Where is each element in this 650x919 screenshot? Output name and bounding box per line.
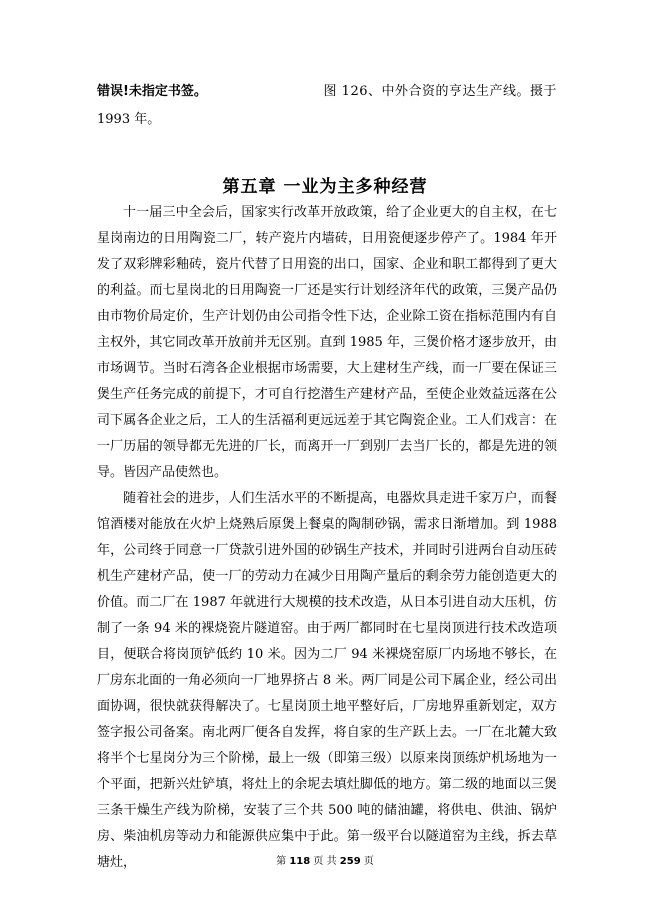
paragraph: 随着社会的进步，人们生活水平的不断提高，电器炊具走进千家万户，而餐馆酒楼对能放在火炉上烧熟后原煲上餐桌的陶制砂锅，需求日渐增加。到 1988 年，公司终于同意一厂贷款引进外国的砂锅生产技术，并同时引进两台自动压砖机生产建材产品，使一厂的劳动力在减少日用陶产量后的剩余劳力能创造更大的价值。而二厂在 1987 年就进行大规模的技术改造，从日本引进自动大压机，仿制了一条 94 米的裸烧瓷片隧道窑。由于两厂都同时在七星岗顶进行技术改造项目，便联合将岗顶铲低约 10 米。因为二厂 94 米裸烧窑原厂内场地不够长，在厂房东北面的一角必须向一厂地界挤占 8 米。两厂同是公司下属企业，经公司出面协调，很快就获得解决了。七星岗顶土地平整好后，厂房地界重新划定，双方签字报公司备案。南北两厂便各自发挥，将自家的生产跃上去。一厂在北麓大致将半个七星岗分为三个阶梯，最上一级（即第三级）以原来岗顶练炉机场地为一个平面，把新兴灶铲填，将灶上的余坭去填灶脚低的地方。第二级的地面以三煲三条干燥生产线为阶梯，安装了三个共 500 吨的储油罐，将供电、供油、锅炉房、柴油机房等动力和能源供应集中于此。第一级平台以隧道窑为主线，拆去草塘灶， [97, 491, 557, 870]
paragraph: 十一届三中全会后，国家实行改革开放政策，给了企业更大的自主权，在七星岗南边的日用陶瓷二厂，转产瓷片内墙砖，日用瓷便逐步停产了。1984 年开发了双彩牌彩釉砖，瓷片代替了日用瓷的出口，国家、企业和职工都得到了更大的利益。而七星岗北的日用陶瓷一厂还是实行计划经济年代的政策，三煲产品仍由市物价局定价，生产计划仍由公司指令性下达，企业除工资在指标范围内有自主权外，其它同改革开放前并无区别。直到 1985 年，三煲价格才逐步放开，由市场调节。当时石湾各企业根据市场需要，大上建材生产线，而一厂要在保证三煲生产任务完成的前提下，才可自行挖潜生产建材产品，至使企业效益远落在公司下属各企业之后，工人的生活福利更远远差于其它陶瓷企业。工人们戏言：在一厂历届的领导都无先进的厂长，而离开一厂到别厂去当厂长的，都是先进的领导。皆因产品使然也。 [97, 205, 557, 480]
current-page-number: 118 [289, 856, 311, 867]
bookmark-error-text: 错误!未指定书签。 [97, 84, 207, 99]
footer-prefix: 第 [276, 856, 287, 867]
chapter-title: 第五章 一业为主多种经营 [222, 177, 428, 197]
footer-middle: 页 共 [313, 856, 337, 867]
body-text [97, 200, 557, 876]
figure-caption-continuation: 1993 年。 [97, 112, 161, 127]
page-footer [0, 852, 650, 867]
figure-caption-text: 图 126、中外合资的亨达生产线。摄于 [323, 84, 557, 99]
caption-line [97, 78, 557, 106]
figure-caption [97, 78, 557, 134]
total-pages-number: 259 [339, 856, 361, 867]
footer-suffix: 页 [363, 856, 374, 867]
